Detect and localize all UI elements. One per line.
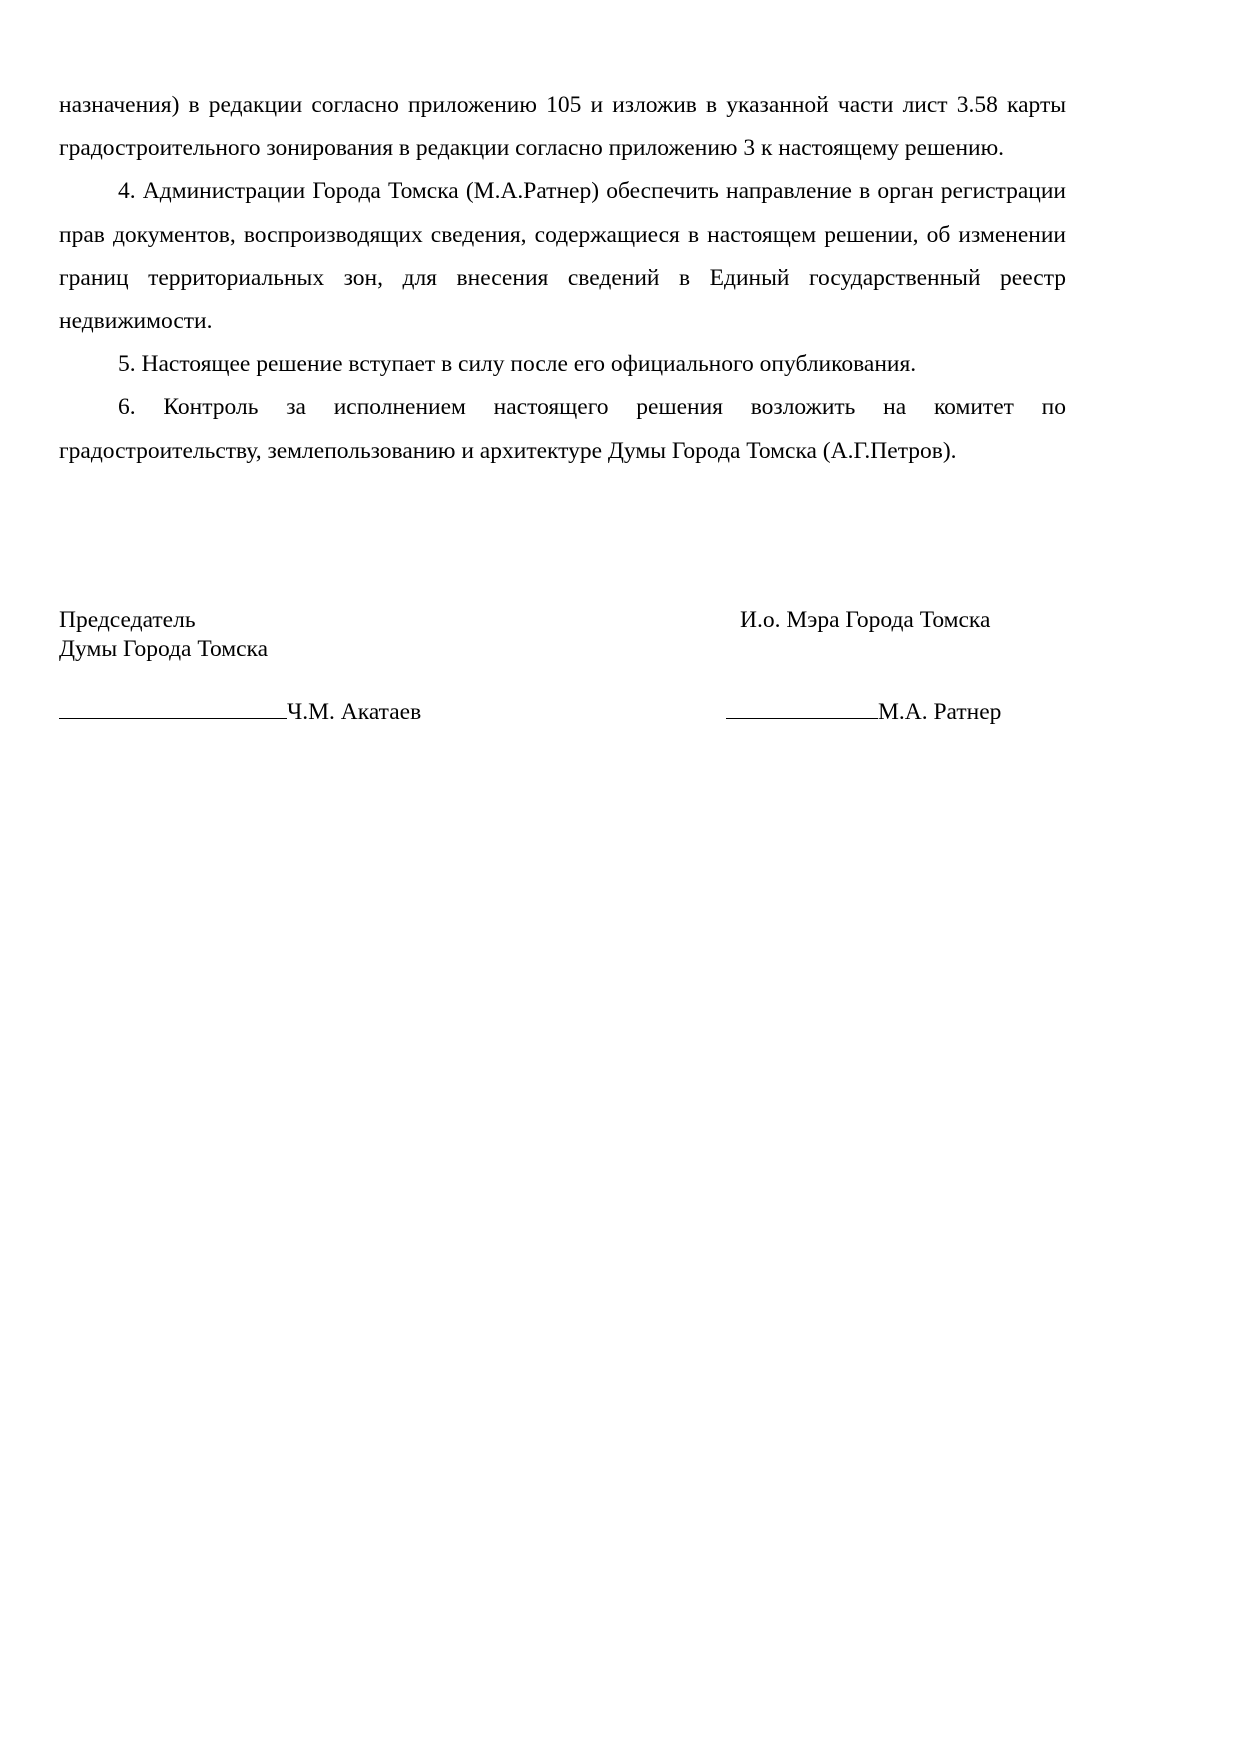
chairman-title: Председатель — [59, 607, 196, 633]
chairman-signature-line — [59, 696, 421, 727]
signature-underline — [59, 696, 287, 719]
document-body — [59, 84, 1066, 473]
paragraph-item-4: 4. Администрации Города Томска (М.А.Ратнер) обеспечить направление в орган регистрации прав документов, воспроизводящих сведения, содержащиеся в настоящем решении, об изменении границ территориальных зон, для внесения сведений в Единый государственный реестр недвижимости. — [59, 178, 1066, 335]
signature-block-mayor — [740, 606, 990, 635]
paragraph-item-6: 6. Контроль за исполнением настоящего решения возложить на комитет по градостроительству, землепользованию и архитектуре Думы Города Томска (А.Г.Петров). — [59, 394, 1066, 464]
paragraph-item-5: 5. Настоящее решение вступает в силу после его официального опубликования. — [118, 351, 917, 378]
chairman-organization: Думы Города Томска — [59, 636, 269, 662]
signature-underline — [726, 696, 878, 719]
mayor-signature-line — [726, 696, 1001, 727]
signature-block-chairman — [59, 606, 268, 664]
paragraph-continuation: назначения) в редакции согласно приложению 105 и изложив в указанной части лист 3.58 карты градостроительного зонирования в редакции согласно приложению 3 к настоящему решению. — [59, 92, 1066, 162]
chairman-name: Ч.М. Акатаев — [287, 699, 422, 725]
mayor-title: И.о. Мэра Города Томска — [740, 607, 991, 633]
mayor-name: М.А. Ратнер — [878, 699, 1002, 725]
